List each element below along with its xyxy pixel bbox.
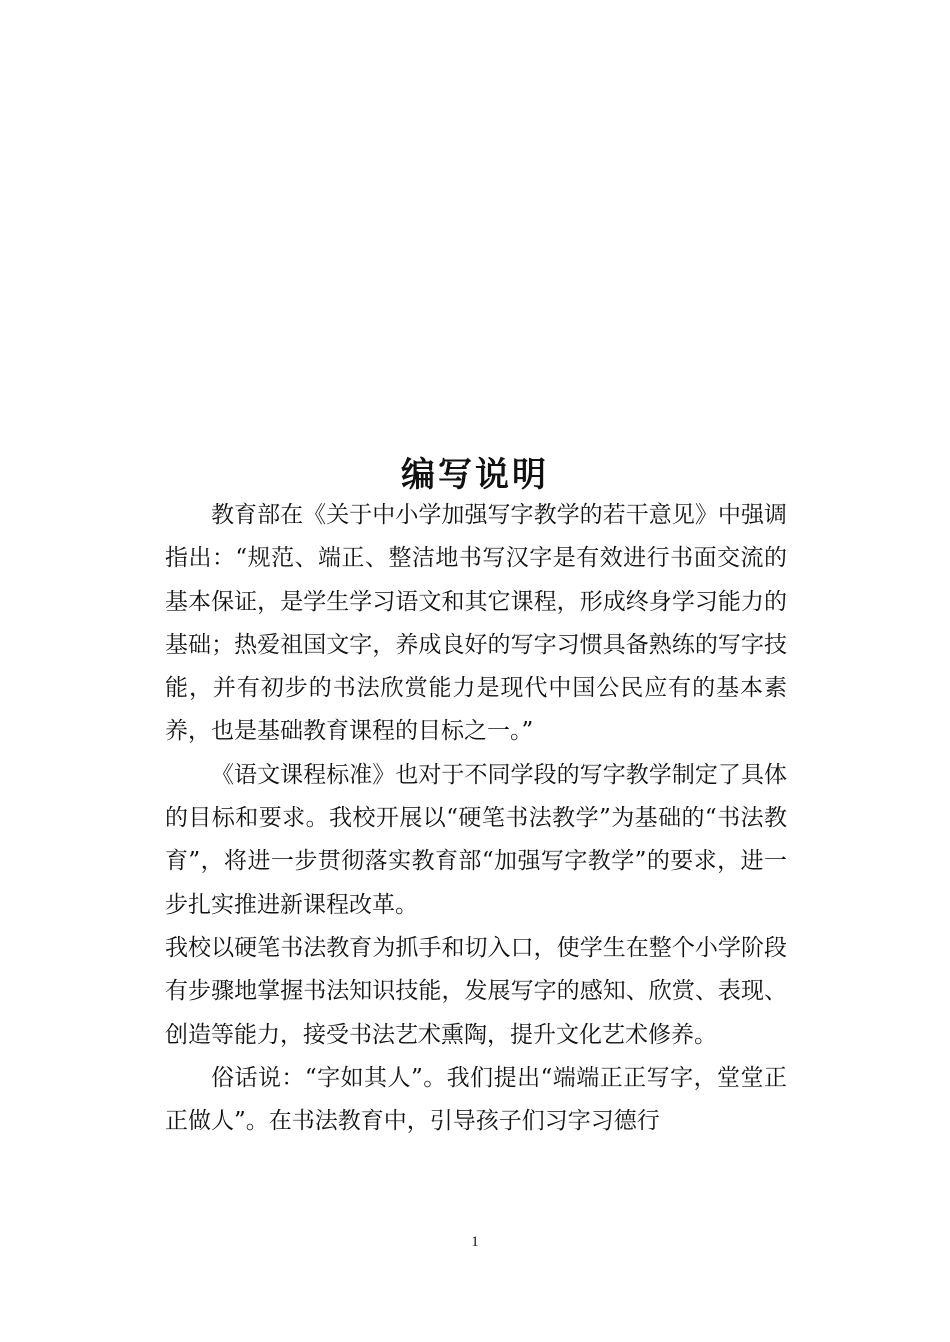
document-body bbox=[165, 494, 787, 1143]
paragraph-2: 《语文课程标准》也对于不同学段的写字教学制定了具体的目标和要求。我校开展以“硬笔书法教学”为基础的“书法教育”，将进一步贯彻落实教育部“加强写字教学”的要求，进一步扎实推进新课程改革。 bbox=[165, 761, 787, 918]
paragraph-1: 教育部在《关于中小学加强写字教学的若干意见》中强调指出：“规范、端正、整洁地书写汉字是有效进行书面交流的基本保证，是学生学习语文和其它课程，形成终身学习能力的基础；热爱祖国文字，养成良好的写字习惯具备熟练的写字技能，并有初步的书法欣赏能力是现代中国公民应有的基本素养，也是基础教育课程的目标之一。” bbox=[165, 502, 787, 745]
document-title: 编写说明 bbox=[401, 454, 549, 495]
page-number: 1 bbox=[471, 1234, 479, 1250]
paragraph-4: 俗话说：“字如其人”。我们提出“端端正正写字，堂堂正正做人”。在书法教育中，引导孩子们习字习德行 bbox=[165, 1064, 787, 1135]
paragraph-3: 我校以硬笔书法教育为抓手和切入口，使学生在整个小学阶段有步骤地掌握书法知识技能，发展写字的感知、欣赏、表现、创造等能力，接受书法艺术熏陶，提升文化艺术修养。 bbox=[165, 934, 787, 1048]
